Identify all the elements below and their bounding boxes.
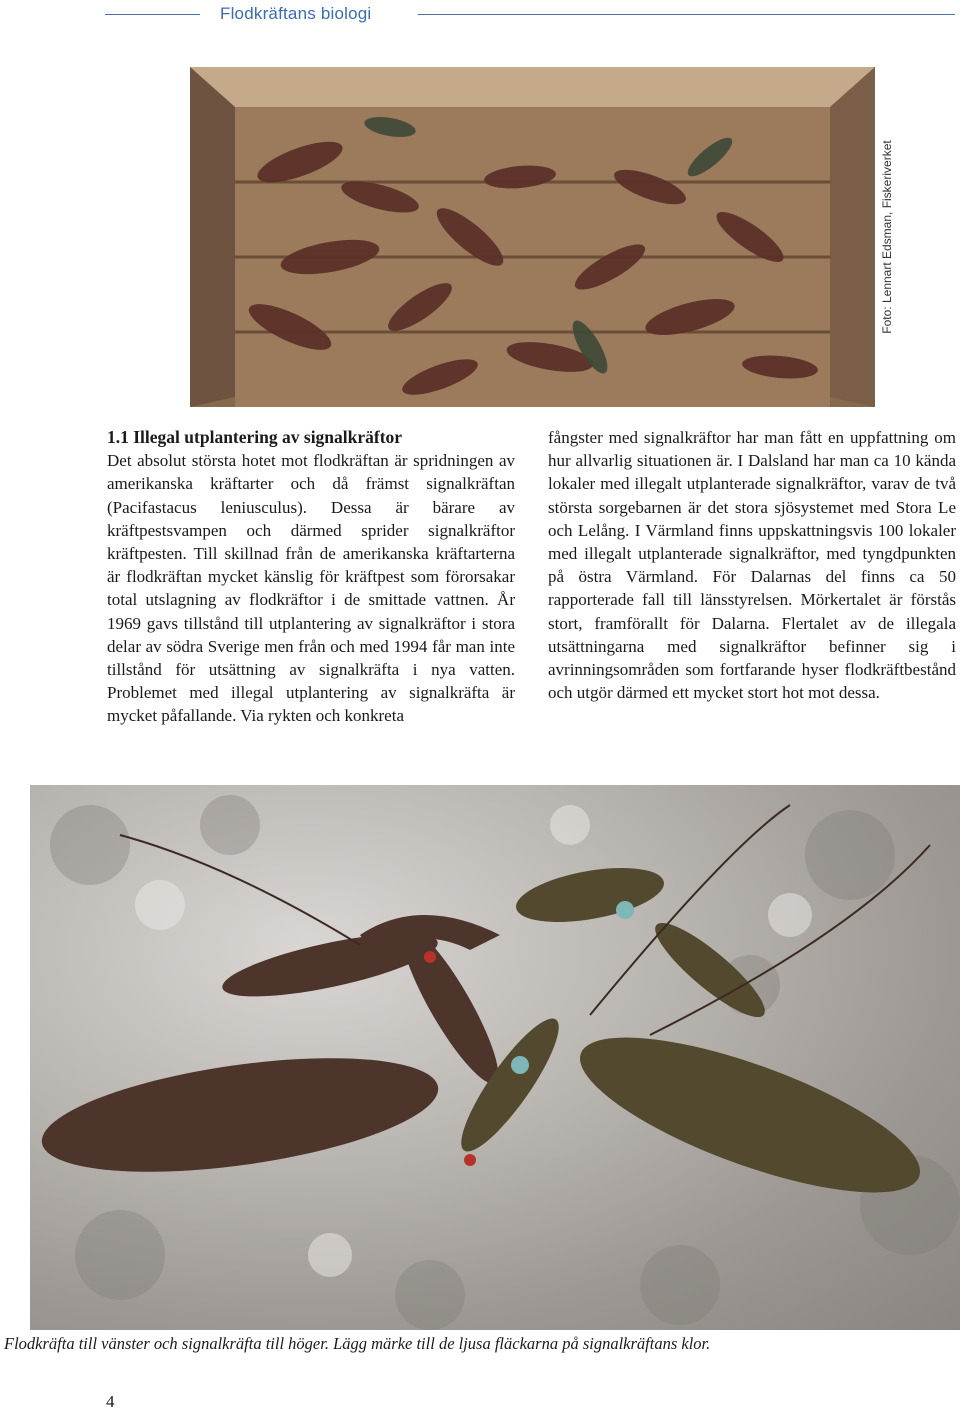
- right-text-column: [548, 426, 956, 704]
- header-rule-right: [418, 14, 955, 15]
- photo-credit: [877, 67, 897, 407]
- left-column-paragraph: Det absolut största hotet mot flodkräftan är spridningen av amerikanska kräftarter och då främst signalkräftan (Pacifastacus leniusculus). Dessa är bärare av kräftpestsvampen och därmed sprider signalkräftor kräftpesten. Till skillnad från de amerikanska kräftarterna är flodkräftan mycket känslig för kräftpest som förorsakar total utslagning av flodkräftor i de smittade vattnen. År 1969 gavs tillstånd till utplantering av signalkräftor i stora delar av södra Sverige men från och med 1994 får man inte tillstånd för utsättning av signalkräfta i nya vatten. Problemet med illegal utplantering av signalkräfta är mycket påfallande. Via rykten och konkreta: [107, 451, 515, 726]
- page-number: 4: [106, 1392, 115, 1411]
- crayfish-crate-photo: [190, 67, 875, 407]
- right-column-paragraph: fångster med signalkräftor har man fått en uppfattning om hur allvarlig situationen är. I Dalsland har man ca 10 kända lokaler med illegalt utplanterade signalkräftor, varav de två största sorgebarnen är det stora sjösystemet med Stora Le och Lelång. I Värmland finns uppskattningsvis 100 lokaler med illegalt utplanterade signalkräftor, med tyngdpunkten på östra Värmland. För Dalarnas del finns ca 50 rapporterade fall till länsstyrelsen. Mörkertalet är förstås stort, framförallt för Dalarna. Flertalet av de illegala utsättningarna med signalkräftor befinner sig i avrinningsområden som fortfarande hyser flodkräftbestånd och utgör därmed ett mycket stort hot mot dessa.: [548, 428, 956, 703]
- header-rule-left: [105, 14, 200, 15]
- two-crayfish-illustration: [30, 785, 960, 1330]
- two-crayfish-photo: [30, 785, 960, 1330]
- photo-caption: Flodkräfta till vänster och signalkräfta till höger. Lägg märke till de ljusa fläckarna på signalkräftans klor.: [4, 1334, 711, 1353]
- running-header-title: Flodkräftans biologi: [220, 4, 372, 23]
- photo-credit-text: Foto: Lennart Edsman, Fiskeriverket: [880, 140, 894, 334]
- crate-illustration: [190, 67, 875, 407]
- left-text-column: [107, 426, 515, 728]
- section-heading: 1.1 Illegal utplantering av signalkräftor: [107, 427, 403, 447]
